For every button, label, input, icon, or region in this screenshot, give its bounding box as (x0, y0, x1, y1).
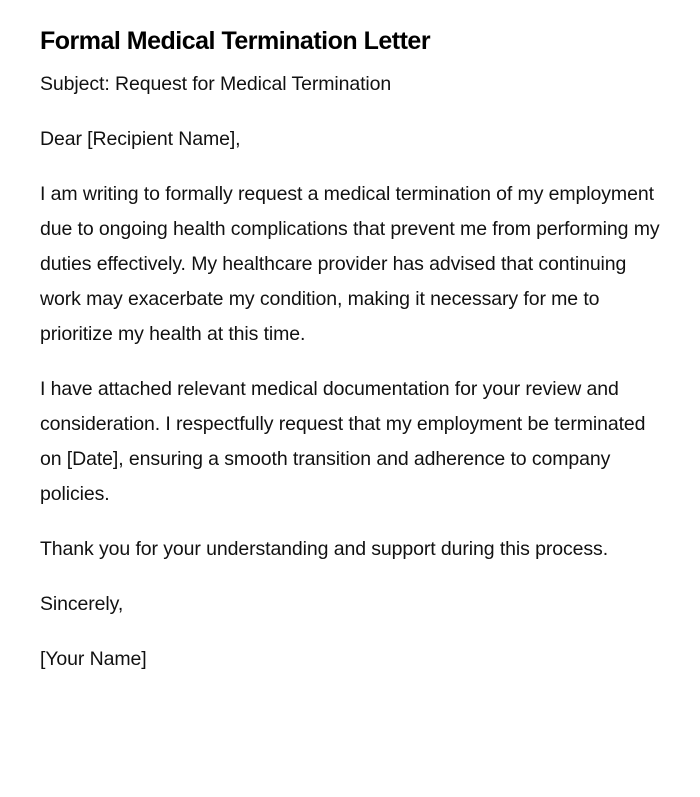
body-paragraph-documentation: I have attached relevant medical documentation for your review and consideration. I respectfully request that my employment be terminated on [Date], ensuring a smooth transition and adherence to company policies. (40, 378, 646, 505)
body-paragraph-request: I am writing to formally request a medical termination of my employment due to ongoing health complications that prevent me from performing my duties effectively. My healthcare provider has advised that continuing work may exacerbate my condition, making it necessary for me to prioritize my health at this time. (40, 183, 660, 345)
salutation: Dear [Recipient Name], (40, 128, 241, 150)
signature: [Your Name] (40, 648, 147, 670)
body-paragraph-thanks: Thank you for your understanding and support during this process. (40, 538, 609, 560)
letter-title: Formal Medical Termination Letter (40, 27, 431, 55)
subject-line: Subject: Request for Medical Termination (40, 73, 392, 95)
closing: Sincerely, (40, 593, 124, 615)
